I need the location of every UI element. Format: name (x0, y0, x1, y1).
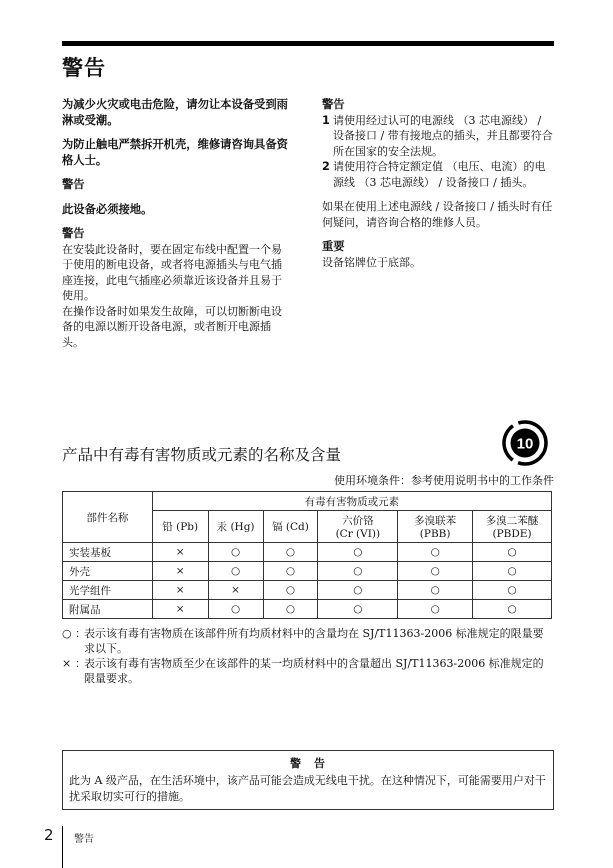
note-symbol: × (62, 657, 72, 670)
table-cell: ○ (318, 562, 398, 581)
table-row (63, 562, 552, 581)
note-text: 表示该有毒有害物质在该部件所有均质材料中的含量均在 SJ/T11363-2006 标准规定的限量要求以下。 (84, 627, 544, 655)
right-column (322, 97, 554, 270)
table-cell: ○ (208, 600, 263, 619)
table-cell: ○ (398, 600, 473, 619)
table-cell: × (152, 562, 208, 581)
list-number: 1 (322, 113, 330, 127)
table-cell: ○ (263, 543, 318, 562)
table-cell: ○ (318, 581, 398, 600)
note-text: 表示该有毒有害物质至少在该部件的某一均质材料中的含量超出 SJ/T11363-2006 标准规定的限量要求。 (84, 657, 544, 685)
table-cell: ○ (263, 600, 318, 619)
column-header: 镉 (Cd) (263, 511, 318, 543)
table-cell: × (208, 581, 263, 600)
environment-note: 使用环境条件：参考使用说明书中的工作条件 (334, 474, 554, 487)
hazardous-substances-table (62, 491, 552, 619)
part-name-header: 部件名称 (63, 492, 153, 543)
substances-header: 有毒有害物质或元素 (152, 492, 551, 511)
table-cell: ○ (263, 562, 318, 581)
table-cell: ○ (473, 543, 552, 562)
warning-box-title: 警 告 (290, 757, 326, 770)
footer-divider (62, 826, 63, 868)
warning-heading-2: 警告 (62, 227, 85, 240)
table-cell: ○ (398, 581, 473, 600)
note-item: × ： 表示该有毒有害物质至少在该部件的某一均质材料中的含量超出 SJ/T11363-2006 标准规定的限量要求。 (62, 656, 554, 686)
table-cell: ○ (398, 562, 473, 581)
operation-paragraph: 在操作设备时如果发生故障，可以切断断电设备的电源以断开设备电源，或者断开电源插头。 (62, 304, 282, 349)
table-cell: ○ (318, 600, 398, 619)
table-cell: × (152, 543, 208, 562)
table-row (63, 600, 552, 619)
grounding-notice: 此设备必须接地。 (62, 202, 153, 216)
list-text: 请使用经过认可的电源线 （3 芯电源线） / 设备接口 / 带有接地点的插头，并且都要符合所在国家的安全法规。 (333, 113, 553, 158)
column-header: 多溴联苯 (PBB) (398, 511, 473, 543)
badge-number: 10 (516, 435, 534, 453)
list-text: 请使用符合特定额定值 （电压、电流）的电源线 （3 芯电源线） / 设备接口 / 插头。 (333, 160, 546, 189)
table-cell: ○ (473, 581, 552, 600)
warning-heading-3: 警告 (322, 98, 345, 111)
table-cell: ○ (473, 600, 552, 619)
important-heading: 重要 (322, 240, 345, 253)
table-row (63, 543, 552, 562)
row-name: 光学组件 (63, 581, 153, 600)
note-item: ○ ： 表示该有毒有害物质在该部件所有均质材料中的含量均在 SJ/T11363-2006 标准规定的限量要求以下。 (62, 626, 554, 656)
row-name: 外壳 (63, 562, 153, 581)
installation-paragraph: 在安装此设备时，要在固定布线中配置一个易于使用的断电设备，或者将电源插头与电气插座连接，此电气插座必须靠近该设备并且易于使用。 (62, 242, 282, 302)
table-notes (62, 626, 554, 686)
column-header: 多溴二苯醚 (PBDE) (473, 511, 552, 543)
fire-warning: 为减少火灾或电击危险，请勿让本设备受到雨淋或受潮。 (62, 98, 288, 127)
left-column (62, 97, 288, 350)
nameplate-note: 设备铭牌位于底部。 (322, 255, 421, 269)
page-title: 警告 (62, 56, 106, 80)
inquiry-paragraph: 如果在使用上述电源线 / 设备接口 / 插头时有任何疑问，请咨询合格的维修人员。 (322, 200, 553, 229)
column-header: 汞 (Hg) (208, 511, 263, 543)
warning-box-body: 此为 A 级产品，在生活环境中，该产品可能会造成无线电干扰。在这种情况下，可能需要用户对干扰采取切实可行的措施。 (69, 774, 546, 803)
table-cell: × (152, 581, 208, 600)
note-symbol: ○ (62, 627, 72, 640)
table-cell: ○ (398, 543, 473, 562)
shock-warning: 为防止触电严禁拆开机壳，维修请咨询具备资格人士。 (62, 138, 288, 167)
row-name: 附属品 (63, 600, 153, 619)
table-row (63, 581, 552, 600)
table-cell: × (152, 600, 208, 619)
column-header: 铅 (Pb) (152, 511, 208, 543)
table-cell: ○ (318, 543, 398, 562)
list-number: 2 (322, 160, 330, 173)
class-a-warning-box (62, 750, 554, 810)
warning-heading-1: 警告 (62, 178, 85, 191)
list-item (322, 113, 554, 160)
footer-section-label: 警告 (74, 834, 94, 845)
efup-10-logo (501, 419, 549, 467)
table-cell: ○ (208, 562, 263, 581)
table-cell: ○ (208, 543, 263, 562)
hazard-section-title: 产品中有毒有害物质或元素的名称及含量 (62, 446, 342, 464)
column-header: 六价铬 (Cr (VI)) (318, 511, 398, 543)
table-cell: ○ (473, 562, 552, 581)
list-item (322, 159, 554, 190)
title-rule (62, 41, 554, 46)
row-name: 实装基板 (63, 543, 153, 562)
table-cell: ○ (263, 581, 318, 600)
page-number: 2 (44, 826, 54, 844)
